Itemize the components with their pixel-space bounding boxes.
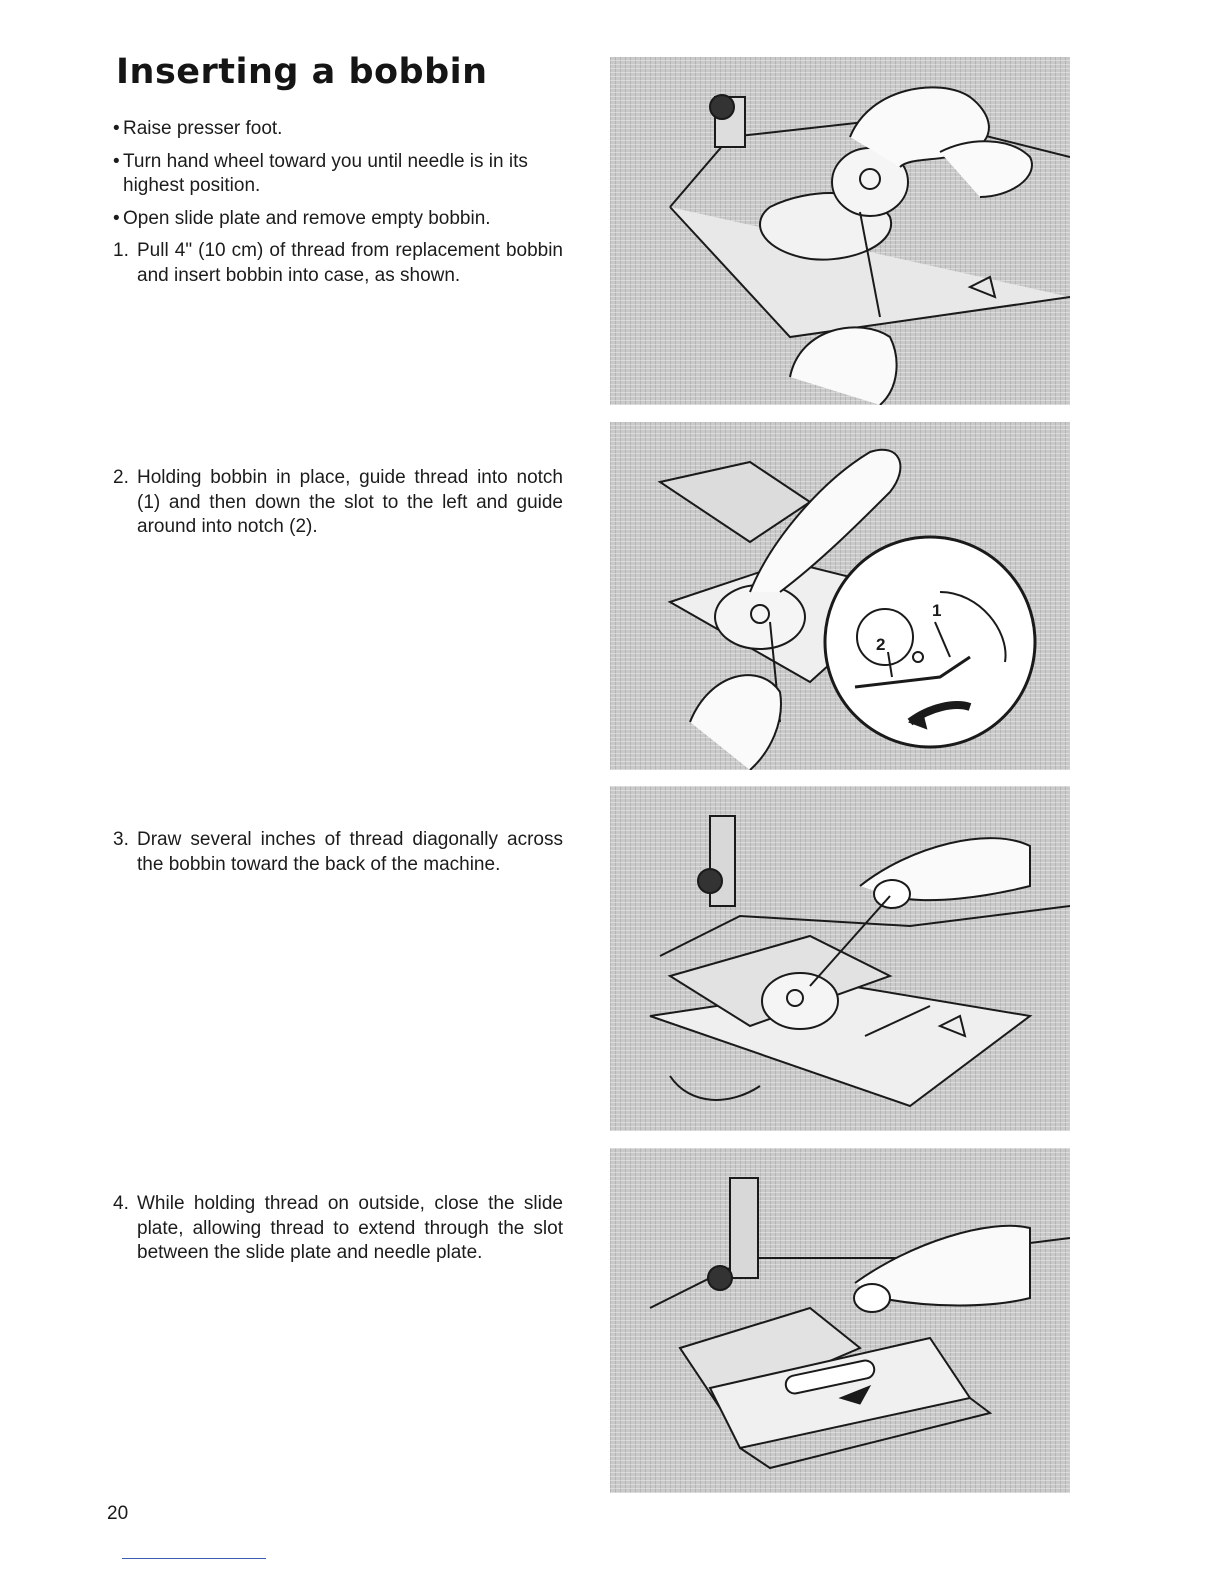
bullet-dot: • (113, 150, 120, 172)
illustration-insert-bobbin (610, 57, 1070, 405)
step-number: 3. (113, 829, 129, 850)
footer-rule (122, 1558, 266, 1559)
bullet-text: Open slide plate and remove empty bobbin. (123, 207, 491, 229)
bullet-dot: • (113, 118, 120, 139)
bullet-item (113, 117, 563, 142)
intro-block (113, 117, 563, 288)
step-text: While holding thread on outside, close the slide plate, allowing thread to extend through the slot between the slide plate and needle plate. (137, 1193, 563, 1263)
step-number: 1. (113, 240, 129, 261)
notch-1-label: 1 (932, 601, 942, 620)
illustration-close-slide-plate (610, 1148, 1070, 1493)
bullet-item (113, 207, 563, 232)
page-number: 20 (107, 1503, 129, 1524)
step-text: Holding bobbin in place, guide thread into notch (1) and then down the slot to the left and guide around into notch (2). (137, 467, 563, 537)
step-2 (113, 466, 563, 540)
step-4 (113, 1192, 563, 1266)
step-text: Draw several inches of thread diagonally across the bobbin toward the back of the machine. (137, 829, 563, 875)
close-plate-drawing (610, 1148, 1070, 1493)
bullet-text: Turn hand wheel toward you until needle is in its highest position. (123, 150, 528, 196)
notch-2-label: 2 (876, 635, 886, 654)
step-1 (113, 239, 563, 288)
step-3 (113, 828, 563, 877)
bullet-text: Raise presser foot. (123, 118, 283, 139)
illustration-draw-thread (610, 786, 1070, 1131)
bullet-item (113, 150, 563, 199)
page-title: Inserting a bobbin (116, 52, 488, 92)
bullet-dot: • (113, 207, 120, 229)
step-text: Pull 4" (10 cm) of thread from replacement bobbin and insert bobbin into case, as shown. (137, 240, 563, 286)
bullet-list (113, 117, 563, 231)
illustration-guide-thread (610, 422, 1070, 770)
step-number: 4. (113, 1193, 129, 1214)
draw-thread-drawing (610, 786, 1070, 1131)
guide-thread-drawing (610, 422, 1070, 770)
insert-bobbin-drawing (610, 57, 1070, 405)
step-number: 2. (113, 467, 129, 488)
